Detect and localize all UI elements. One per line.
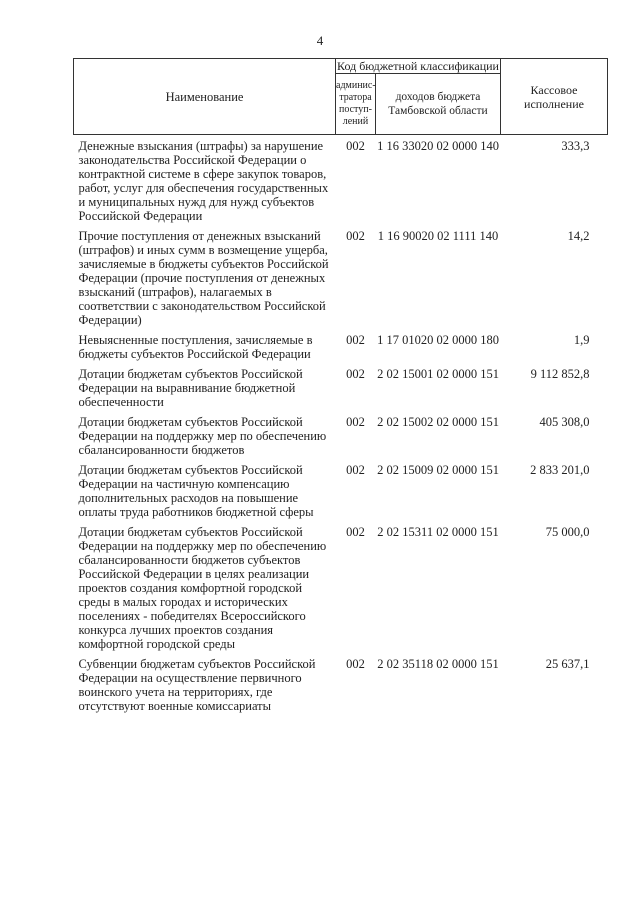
- row-admin-code: 002: [346, 139, 365, 153]
- row-amount: 75 000,0: [545, 525, 590, 539]
- row-name: Невыясненные поступления, зачисляемые в бюджеты субъектов Российской Федерации: [78, 333, 313, 361]
- column-header-admin: админис- тратора поступ- лений: [336, 74, 376, 135]
- row-revenue-code: 2 02 35118 02 0000 151: [377, 657, 499, 671]
- row-admin-code: 002: [346, 367, 365, 381]
- table-row: [74, 653, 608, 715]
- budget-revenue-table: [73, 58, 608, 715]
- row-name: Дотации бюджетам субъектов Российской Федерации на выравнивание бюджетной обеспеченности: [78, 367, 303, 409]
- column-header-code: доходов бюджета Тамбовской области: [376, 74, 501, 135]
- table-row: [74, 225, 608, 329]
- row-revenue-code: 2 02 15009 02 0000 151: [377, 463, 499, 477]
- row-revenue-code: 2 02 15311 02 0000 151: [377, 525, 499, 539]
- row-name: Субвенции бюджетам субъектов Российской Федерации на осуществление первичного воинского учета на территориях, где отсутствуют военные комиссариаты: [78, 657, 316, 713]
- row-name: Дотации бюджетам субъектов Российской Федерации на поддержку мер по обеспечению сбалансированности бюджетов субъектов Российской Федерации в целях реализации проектов создания комфортной городской среды в малых городах и исторических поселениях - победителях Всероссийского конкурса лучших проектов создания комфортной городской среды: [78, 525, 327, 651]
- row-amount: 2 833 201,0: [530, 463, 590, 477]
- row-amount: 14,2: [567, 229, 590, 243]
- row-revenue-code: 2 02 15002 02 0000 151: [377, 415, 499, 429]
- row-revenue-code: 1 17 01020 02 0000 180: [377, 333, 499, 347]
- column-header-name: Наименование: [74, 59, 336, 135]
- row-admin-code: 002: [346, 229, 365, 243]
- row-amount: 405 308,0: [539, 415, 590, 429]
- row-revenue-code: 1 16 33020 02 0000 140: [377, 139, 499, 153]
- row-name: Прочие поступления от денежных взысканий (штрафов) и иных сумм в возмещение ущерба, зачисляемые в бюджеты субъектов Российской Федерации (прочие поступления от денежных взысканий (штрафов), налагаемых в соответствии с законодательством Российской Федерации): [78, 229, 329, 327]
- table-row: [74, 329, 608, 363]
- table-row: [74, 135, 608, 226]
- row-amount: 9 112 852,8: [530, 367, 590, 381]
- row-name: Денежные взыскания (штрафы) за нарушение законодательства Российской Федерации о контрактной системе в сфере закупок товаров, работ, услуг для обеспечения государственных и муниципальных нужд для нужд субъектов Российской Федерации: [78, 139, 329, 223]
- row-name: Дотации бюджетам субъектов Российской Федерации на поддержку мер по обеспечению сбалансированности бюджетов: [78, 415, 327, 457]
- page-number: 4: [316, 33, 324, 48]
- row-admin-code: 002: [346, 657, 365, 671]
- table-row: [74, 411, 608, 459]
- row-revenue-code: 1 16 90020 02 1111 140: [377, 229, 499, 243]
- table-row: [74, 521, 608, 653]
- table-row: [74, 363, 608, 411]
- column-header-code-group: Код бюджетной классификации: [337, 59, 499, 73]
- row-amount: 25 637,1: [545, 657, 590, 671]
- row-amount: 1,9: [573, 333, 590, 347]
- row-amount: 333,3: [561, 139, 590, 153]
- column-header-amount: Кассовое исполнение: [501, 59, 608, 135]
- row-name: Дотации бюджетам субъектов Российской Федерации на частичную компенсацию дополнительных расходов на повышение оплаты труда работников бюджетной сферы: [78, 463, 314, 519]
- row-revenue-code: 2 02 15001 02 0000 151: [377, 367, 499, 381]
- row-admin-code: 002: [346, 525, 365, 539]
- table-row: [74, 459, 608, 521]
- row-admin-code: 002: [346, 463, 365, 477]
- row-admin-code: 002: [346, 333, 365, 347]
- row-admin-code: 002: [346, 415, 365, 429]
